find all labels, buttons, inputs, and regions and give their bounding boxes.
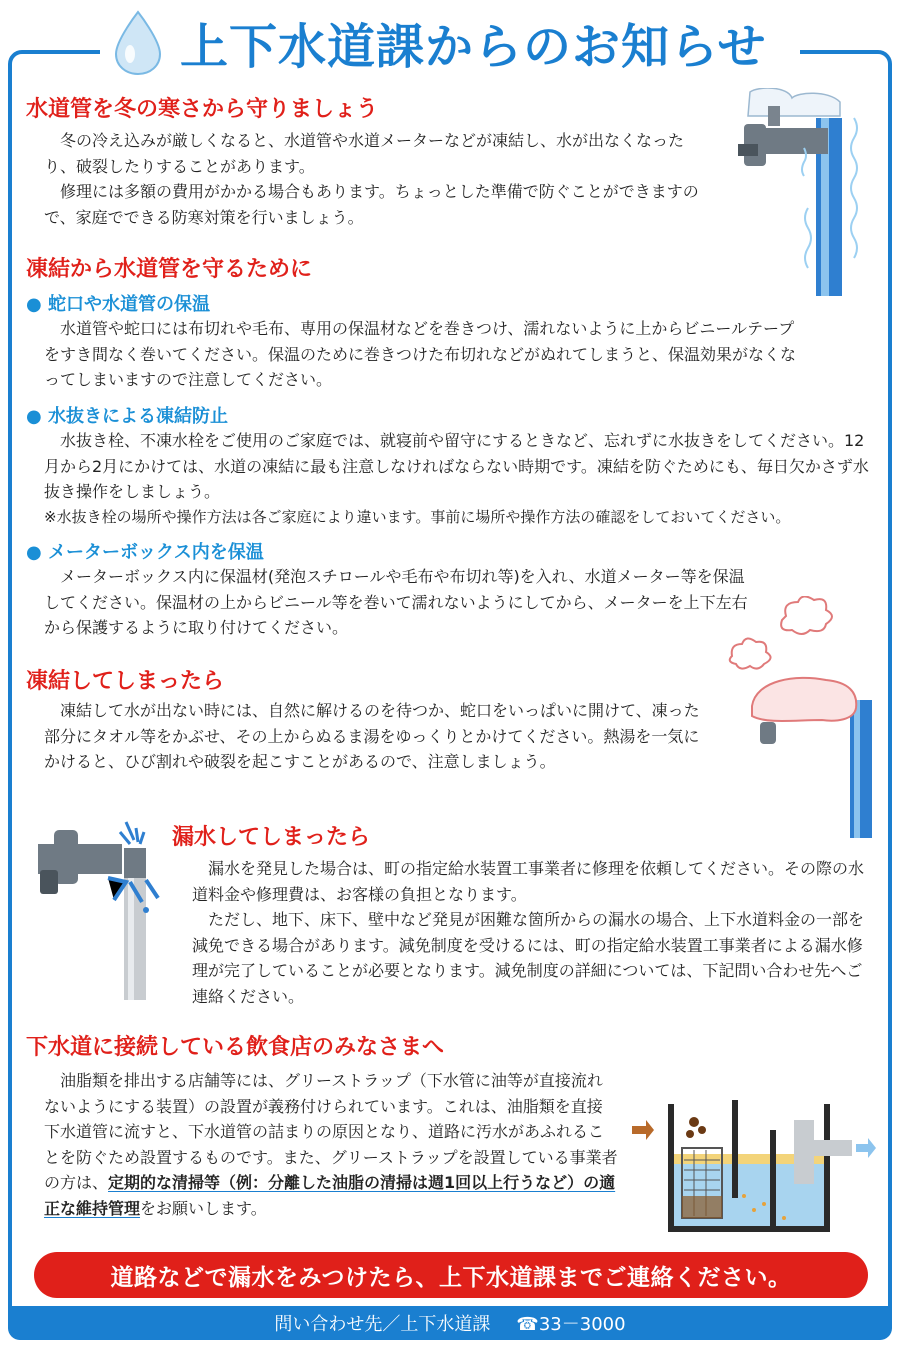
paragraph: メーターボックス内に保温材(発泡スチロールや毛布や布切れ等)を入れ、水道メーター等を保温してください。保温材の上からビニール等を巻いて濡れないようにしてから、メーターを上下左右から保護するように取り付けてください。 <box>44 567 748 637</box>
grease-trap-illustration <box>624 1100 880 1238</box>
section-body-leak <box>192 856 876 1009</box>
bullet-body-drain <box>44 428 876 530</box>
paragraph: 漏水を発見した場合は、町の指定給水装置工事業者に修理を依頼してください。その際の水道料金や修理費は、お客様の負担となります。 <box>192 859 865 904</box>
paragraph: 水道管や蛇口には布切れや毛布、専用の保温材などを巻きつけ、濡れないように上からビニールテープをすき間なく巻いてください。保温のために巻きつけた布切れなどがぬれてしまうと、保温効果がなくなってしまいますので注意してください。 <box>44 319 797 389</box>
section-body-frozen <box>44 698 714 775</box>
section-body-winter <box>44 128 704 230</box>
section-heading-protect: 凍結から水道管を守るために <box>26 257 313 282</box>
thawing-faucet-illustration <box>726 596 876 842</box>
note: ※水抜き栓の場所や操作方法は各ご家庭により違います。事前に場所や操作方法の確認をしておいてください。 <box>44 507 791 526</box>
bullet-body-meter-box <box>44 564 752 641</box>
text-segment: 油脂類を排出する店舗等には、グリーストラップ（下水管に油等が直接流れないようにする装置）の設置が義務付けられています。これは、油脂類を直接下水道管に流すと、下水道管の詰まりの原因となり、道路に汚水があふれることを防ぐため設置するものです。また、グリーストラップを設置している事業者の方は、 <box>44 1071 618 1192</box>
paragraph: 水抜き栓、不凍水栓をご使用のご家庭では、就寝前や留守にするときなど、忘れずに水抜きをしてください。12月から2月にかけては、水道の凍結に最も注意しなければならない時期です。凍結を防ぐためにも、毎日欠かさず水抜き操作をしましょう。 <box>44 431 869 501</box>
footer-contact <box>8 1306 892 1340</box>
water-drop-icon <box>112 10 164 76</box>
alert-banner: 道路などで漏水をみつけたら、上下水道課までご連絡ください。 <box>34 1252 868 1298</box>
paragraph: 冬の冷え込みが厳しくなると、水道管や水道メーターなどが凍結し、水が出なくなったり、破裂したりすることがあります。 <box>44 131 685 176</box>
bullet-body-insulation <box>44 316 804 393</box>
paragraph: ただし、地下、床下、壁中など発見が困難な箇所からの漏水の場合、上下水道料金の一部を減免できる場合があります。減免制度を受けるには、町の指定給水装置工事業者による漏水修理が完了していることが必要となります。減免制度の詳細については、下記問い合わせ先へご連絡ください。 <box>192 910 865 1006</box>
contact-phone[interactable]: ☎33－3000 <box>516 1314 626 1335</box>
bullet-heading-drain: ● 水抜きによる凍結防止 <box>26 406 228 427</box>
contact-label: 問い合わせ先／上下水道課 <box>274 1314 491 1335</box>
frozen-faucet-illustration <box>728 88 868 298</box>
section-heading-frozen: 凍結してしまったら <box>26 669 225 694</box>
paragraph: 凍結して水が出ない時には、自然に解けるのを待つか、蛇口をいっぱいに開けて、凍った部分にタオル等をかぶせ、その上からぬるま湯をゆっくりとかけてください。熱湯を一気にかけると、ひび割れや破裂を起こすことがあるので、注意しましょう。 <box>44 701 700 771</box>
section-body-restaurants <box>44 1068 618 1221</box>
text-segment: をお願いします。 <box>140 1198 267 1218</box>
section-heading-winter: 水道管を冬の寒さから守りましょう <box>26 97 379 122</box>
leaking-pipe-illustration <box>34 818 164 1008</box>
paragraph: 修理には多額の費用がかかる場合もあります。ちょっとした準備で防ぐことができますので、家庭でできる防寒対策を行いましょう。 <box>44 182 699 227</box>
section-heading-leak: 漏水してしまったら <box>172 825 371 850</box>
paragraph <box>44 1068 618 1221</box>
bullet-heading-meter-box: ● メーターボックス内を保温 <box>26 542 264 563</box>
bullet-heading-insulation: ● 蛇口や水道管の保温 <box>26 294 210 315</box>
page-title: 上下水道課からのお知らせ <box>180 19 767 75</box>
emphasis-maintenance: 定期的な清掃等（例：分離した油脂の清掃は週1回以上行うなど）の適正な維持管理 <box>44 1173 616 1218</box>
section-heading-restaurants: 下水道に接続している飲食店のみなさまへ <box>26 1035 445 1060</box>
